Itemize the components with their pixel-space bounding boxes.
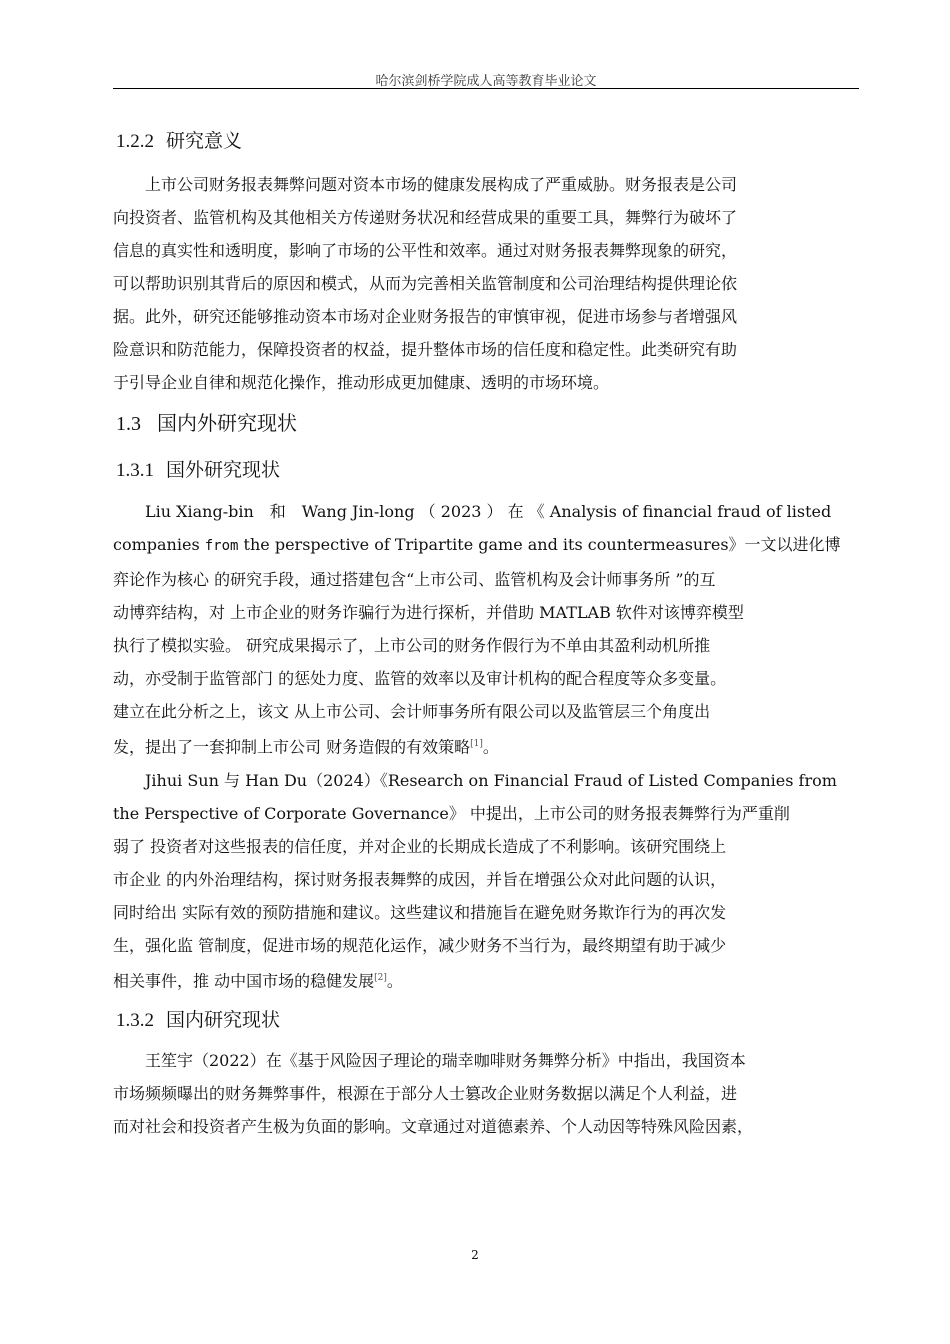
text-line: 同时给出 实际有效的预防措施和建议。这些建议和措施旨在避免财务欺诈行为的再次发 [113, 903, 727, 922]
text-line: 于引导企业自律和规范化操作，推动形成更加健康、透明的市场环境。 [113, 373, 610, 392]
text-run: 。 [386, 971, 403, 991]
text-line: 动，亦受制于监管部门 的惩处力度、监管的效率以及审计机构的配合程度等众多变量。 [113, 669, 727, 688]
section-heading-1-3-2 [116, 1005, 280, 1032]
text-line: Jihui Sun 与 Han Du（2024）《Research on Financial Fraud of Listed Companies from [113, 771, 837, 790]
text-line [113, 528, 863, 563]
section-title: 研究意义 [166, 130, 243, 152]
section-number: 1.3.2 [116, 1010, 154, 1031]
text-line: 险意识和防范能力，保障投资者的权益，提升整体市场的信任度和稳定性。此类研究有助 [113, 340, 738, 359]
header-rule [113, 88, 859, 89]
text-line: 据。此外，研究还能够推动资本市场对企业财务报告的审慎审视，促进市场参与者增强风 [113, 307, 738, 326]
paragraph-domestic-study [113, 1044, 863, 1143]
text-line [113, 962, 863, 997]
section-heading-1-3 [116, 407, 297, 436]
text-line: 弱了 投资者对这些报表的信任度，并对企业的长期成长造成了不利影响。该研究围绕上 [113, 837, 727, 856]
paragraph-research-significance [113, 168, 863, 399]
text-run: the perspective of Tripartite game and its countermeasures》一文以进化博 [238, 535, 841, 554]
text-line: 建立在此分析之上，该文 从上市公司、会计师事务所有限公司以及监管层三个角度出 [113, 702, 711, 721]
text-line: the Perspective of Corporate Governance》 中提出，上市公司的财务报表舞弊行为严重削 [113, 804, 790, 823]
section-number: 1.2.2 [116, 131, 154, 152]
text-run: 。 [482, 737, 499, 757]
section-heading-1-3-1 [116, 455, 280, 482]
citation-marker: [2] [374, 973, 387, 983]
text-line: 王笙宇（2022）在《基于风险因子理论的瑞幸咖啡财务舞弊分析》中指出，我国资本 [113, 1051, 746, 1070]
text-run: companies [113, 535, 205, 554]
section-number: 1.3.1 [116, 460, 154, 481]
text-line: 执行了模拟实验。 研究成果揭示了，上市公司的财务作假行为不单由其盈利动机所推 [113, 636, 711, 655]
text-line: 市场频频曝出的财务舞弊事件，根源在于部分人士篡改企业财务数据以满足个人利益，进 [113, 1084, 738, 1103]
section-title: 国外研究现状 [166, 459, 281, 481]
text-run-mono: from [204, 538, 239, 554]
text-line: 弈论作为核心 的研究手段，通过搭建包含“上市公司、监管机构及会计师事务所 ”的互 [113, 570, 716, 589]
text-line: 上市公司财务报表舞弊问题对资本市场的健康发展构成了严重威胁。财务报表是公司 [113, 175, 738, 194]
text-line [113, 728, 863, 763]
text-line: 生，强化监 管制度，促进市场的规范化运作，减少财务不当行为，最终期望有助于减少 [113, 936, 727, 955]
page-number: 2 [471, 1248, 479, 1262]
section-number: 1.3 [116, 413, 141, 435]
text-line: 动博弈结构，对 上市企业的财务诈骗行为进行探析，并借助 MATLAB 软件对该博弈模型 [113, 603, 744, 622]
text-line: 信息的真实性和透明度，影响了市场的公平性和效率。通过对财务报表舞弊现象的研究， [113, 241, 738, 260]
text-run: 发，提出了一套抑制上市公司 财务造假的有效策略 [113, 737, 471, 757]
paragraph-foreign-study-sun [113, 764, 863, 997]
text-line: 而对社会和投资者产生极为负面的影响。文章通过对道德素养、个人动因等特殊风险因素， [113, 1117, 754, 1136]
citation-marker: [1] [470, 739, 483, 749]
text-line: 向投资者、监管机构及其他相关方传递财务状况和经营成果的重要工具，舞弊行为破坏了 [113, 208, 738, 227]
text-line: 可以帮助识别其背后的原因和模式，从而为完善相关监管制度和公司治理结构提供理论依 [113, 274, 738, 293]
running-header: 哈尔滨剑桥学院成人高等教育毕业论文 [375, 74, 597, 89]
section-title: 国内外研究现状 [157, 411, 297, 435]
text-run: 相关事件，推 动中国市场的稳健发展 [113, 971, 375, 991]
section-heading-1-2-2 [116, 126, 242, 153]
paragraph-foreign-study-liu [113, 495, 863, 763]
text-line: Liu Xiang-bin 和 Wang Jin-long （ 2023 ） 在 《 Analysis of financial fraud of listed [113, 502, 832, 521]
section-title: 国内研究现状 [166, 1009, 281, 1031]
text-line: 市企业 的内外治理结构，探讨财务报表舞弊的成因，并旨在增强公众对此问题的认识， [113, 870, 727, 889]
